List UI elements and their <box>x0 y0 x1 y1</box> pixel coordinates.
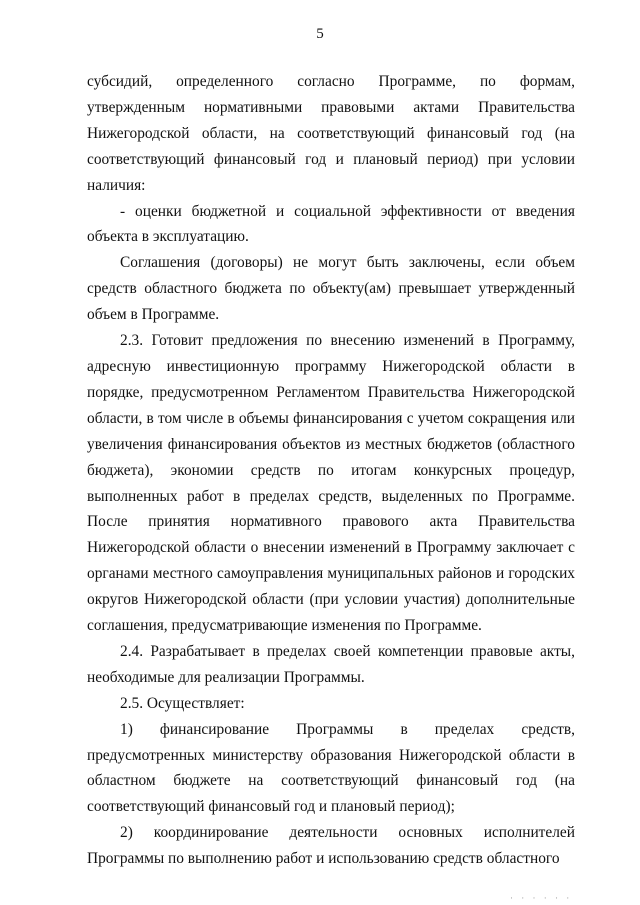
paragraph-2-4: 2.4. Разрабатывает в пределах своей компетенции правовые акты, необходимые для реализации Программы. <box>87 642 575 686</box>
document-body <box>87 69 575 872</box>
paragraph-subsidies: субсидий, определенного согласно Программе, по формам, утвержденным нормативными правовыми актами Правительства Нижегородской области, на соответствующий финансовый год (на соответствующий финансовый год и плановый период) при условии наличия: <box>87 73 575 194</box>
paragraph-2-3: 2.3. Готовит предложения по внесению изменений в Программу, адресную инвестиционную программу Нижегородской области в порядке, предусмотренном Регламентом Правительства Нижегородской области, в том числе в объемы финансирования с учетом сокращения или увеличения финансирования объектов из местных бюджетов (областного бюджета), экономии средств по итогам конкурсных процедур, выполненных работ в пределах средств, выделенных по Программе. После принятия нормативного правового акта Правительства Нижегородской области о внесении изменений в Программу заключает с органами местного самоуправления муниципальных районов и городских округов Нижегородской области (при условии участия) дополнительные соглашения, предусматривающие изменения по Программе. <box>87 332 575 635</box>
page-number: 5 <box>316 26 324 42</box>
paragraph-2-5: 2.5. Осуществляет: <box>120 694 245 712</box>
paragraph-efficiency-assessment: - оценки бюджетной и социальной эффективности от введения объекта в эксплуатацию. <box>87 202 575 246</box>
paragraph-agreements: Соглашения (договоры) не могут быть заключены, если объем средств областного бюджета по объекту(ам) превышает утвержденный объем в Программе. <box>87 254 575 324</box>
paragraph-item-2: 2) координирование деятельности основных исполнителей Программы по выполнению работ и использованию средств областного <box>87 824 575 868</box>
scan-artifact: · · · · · · <box>510 893 573 903</box>
paragraph-item-1: 1) финансирование Программы в пределах средств, предусмотренных министерству образования Нижегородской области в областном бюджете на соответствующий финансовый год (на соответствующий финансовый год и плановый период); <box>87 720 575 816</box>
